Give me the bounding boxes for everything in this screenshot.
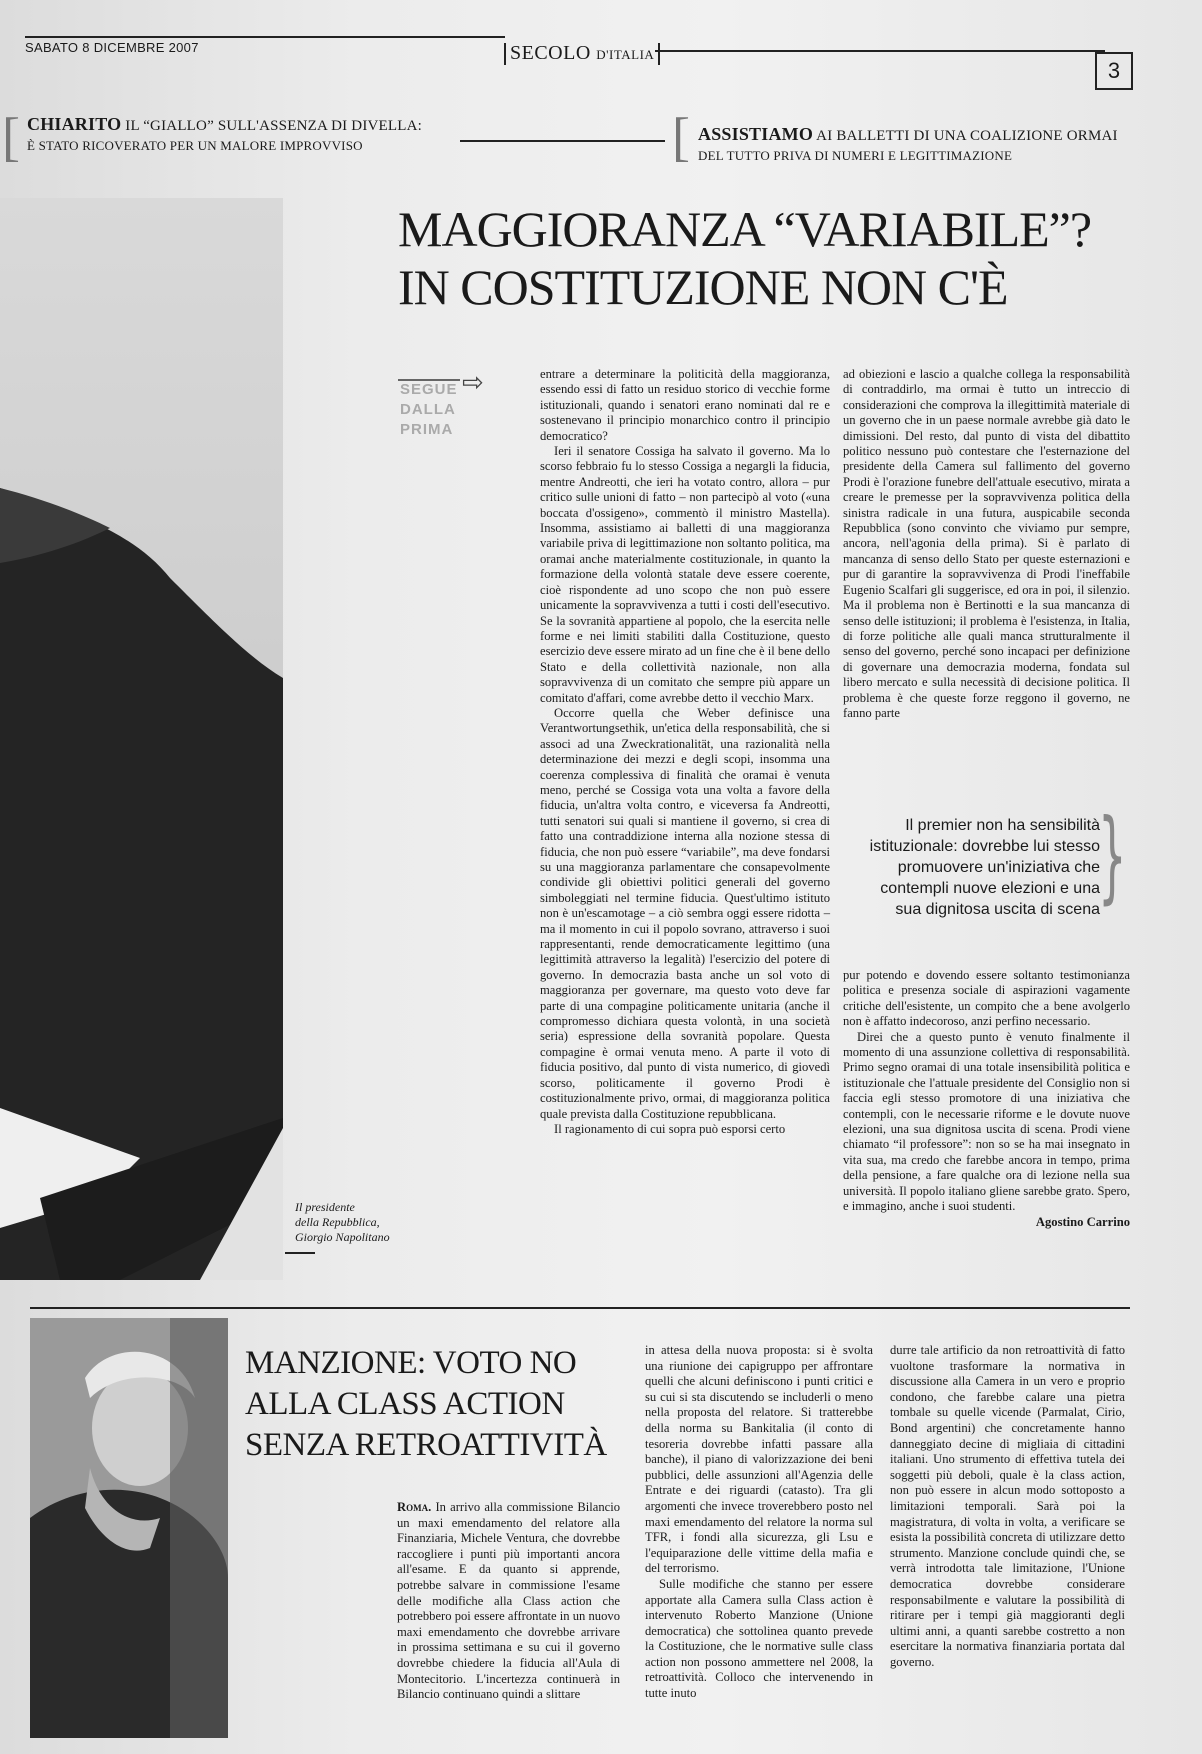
paragraph-text: In arrivo alla commissione Bilancio un maxi emendamento del relatore alla Finanziaria, Michele Ventura, che dovrebbe raccogliere i punti più importanti ancora all'esame. E da quanto si apprende, potrebbe salvare in commissione l'esame delle modifiche alla Class action che potrebbero poi essere affrontate in un nuovo maxi emendamento che dovrebbe arrivare in prossima settimana e su cui il governo dovrebbe chiedere la fiducia all'Aula di Montecitorio. L'incertezza continuerà in Bilancio continuano quindi a slittare — [397, 1500, 621, 1702]
kicker-left-text: IL “GIALLO” SULL'ASSENZA DI DIVELLA: — [125, 118, 423, 134]
section-rule — [30, 1307, 1130, 1309]
article2-column-1 — [397, 1500, 620, 1703]
kicker-left-lead: CHIARITO — [27, 114, 122, 134]
paragraph: Il ragionamento di cui sopra può esporsi certo — [554, 1121, 786, 1136]
segue-label — [400, 380, 458, 440]
paragraph: in attesa della nuova proposta: si è svolta una riunione dei capigruppo per affrontare quelli che alcuni definiscono i punti critici e su cui si sta discutendo se includerli o meno nella proposta del relatore. Si tratterebbe della norma su Bankitalia (il conto di tesoreria dovrebbe infatti passare alla banche), il piano di valorizzazione dei beni pubblici, delle assunzioni all'Agenzia delle Entrate e dei riguardi (catasto). Tra gli argomenti che invece troverebbero posto nel maxi emendamento del relatore la norma sul TFR, i fondi alla sicurezza, gli Lsu e l'equiparazione delle vittime della mafia e del terrorismo. — [645, 1343, 873, 1576]
headline-line: IN COSTITUZIONE NON C'È — [398, 259, 1008, 315]
manzione-photo — [30, 1318, 228, 1738]
arrow-right-icon: ⇨ — [462, 368, 484, 398]
kicker-right-text: AI BALLETTI DI UNA COALIZIONE ORMAI — [816, 128, 1118, 144]
kicker-bracket-right: [ — [672, 107, 690, 167]
article-column-2-continued — [843, 968, 1130, 1230]
article-column-2 — [843, 367, 1130, 721]
paragraph: ad obiezioni e lascio a qualche collega la responsabilità di contraddirlo, ma ormai è tutto un intreccio di considerazioni che comprova la illegittimità materiale di un governo che in un paese normale avrebbe già dato le dimissioni. Del resto, dal punto di vista del dibattito politico nessuno può contestare che l'esternazione del presidente della Camera sul fallimento del governo Prodi è l'orazione funebre dell'attuale esecutivo, mirata a creare le premesse per la sopravvivenza politica della sinistra radicale in una futura, auspicabile seconda Repubblica (sono convinto che viviamo pur sempre, ancora, nell'agonia della prima). Si è parlato di mancanza di senso dello Stato per queste esternazioni e pur di garantire la sopravvivenza di Prodi l'ineffabile Eugenio Scalfari gli suggerisce, ed ora in poi, il silenzio. Ma il problema non è Bertinotti e la sua mancanza di senso delle istituzioni; il problema è l'esistenza, in Italia, di forze politiche alle quali manca strutturalmente il senso del governo, perché sono incapaci per definizione di governare una democrazia moderna, fondata sul libero mercato e sulla necessità di decisione politica. Il problema è che queste forze reggono il governo, ne fanno parte — [843, 367, 1130, 720]
kicker-left — [27, 115, 427, 156]
kicker-right — [698, 125, 1138, 166]
kicker-right-lead: ASSISTIAMO — [698, 124, 814, 144]
masthead-title: SECOLO — [510, 42, 591, 64]
kicker-bracket-left: [ — [2, 107, 20, 167]
manzione-photo-graphic — [30, 1318, 228, 1738]
paragraph: Sulle modifiche che stanno per essere apportate alla Camera sulla Class action è intervenuto Roberto Manzione (Unione democratica) che sottolinea quanto prevede la Costituzione, che le normative sulle class action non possono ammettere nel 2008, la retroattività. Colloco che intervenendo in tutte inuto — [645, 1576, 873, 1701]
segue-word: PRIMA — [400, 421, 454, 438]
president-photo — [0, 198, 283, 1280]
caption-rule — [285, 1252, 315, 1254]
masthead-subtitle: D'ITALIA — [596, 47, 655, 62]
author-signature: Agostino Carrino — [1035, 1214, 1130, 1229]
photo-caption — [295, 1200, 415, 1245]
kicker-right-line2: DEL TUTTO PRIVA DI NUMERI E LEGITTIMAZIONE — [698, 148, 1013, 163]
page-number: 3 — [1095, 52, 1133, 90]
president-photo-graphic — [0, 198, 283, 1280]
second-headline: MANZIONE: VOTO NO ALLA CLASS ACTION SENZA RETROATTIVITÀ — [245, 1345, 607, 1463]
dateline: Roma. — [397, 1500, 432, 1514]
masthead-divider — [504, 43, 506, 65]
paragraph: Occorre quella che Weber definisce una Verantwortungsethik, un'etica della responsabilità, che si associ ad una Zweckrationalität, una razionalità nella determinazione dei mezzi e degli scopi, insomma una coerenza complessiva di finalità che oramai è venuta meno, perché se Cossiga vota una volta a favore della fiducia, un'altra volta contro, e viceversa fa Andreotti, tutti senatori sui quali si mantiene il governo, si crea di fatto una contraddizione interna alla nozione stessa di fiducia, che non può essere “variabile”, ma deve fondarsi su una maggioranza parlamentare che consapevolmente condivide gli obiettivi politici generali del governo simboleggiati nel termine fiducia. Quest'ultimo istituto non è un'escamotage – a ciò sembra oggi essere ridotta – ma il momento in cui il popolo sovrano, attraverso i suoi rappresentanti, rende democraticamente legittimo (una legittimità attraverso la legalità) l'esercizio del potere di governo. In democrazia basta anche un sol voto di maggioranza per governare, ma questo voto deve far parte di una compagine politicamente unitaria (anche il compromesso dichiara questa volontà, in una società seria) espressione della sovranità popolare. Questa compagine è ormai venuta meno. A parte il voto di fiducia positivo, dal punto di vista numerico, di giovedì scorso, politicamente il governo Prodi è costituzionalmente privo, ormai, di maggioranza politica quale prevista dalla Costituzione repubblicana. — [540, 705, 830, 1121]
masthead — [500, 42, 664, 65]
paragraph: entrare a determinare la politicità della maggioranza, essendo essi di fatto un residuo storico di vecchie forme istituzionali, quando i senatori erano nominati dal re e sostenevano il principio monarchico contro il principio democratico? — [540, 367, 830, 443]
segue-word: DALLA — [400, 401, 456, 418]
issue-date: SABATO 8 DICEMBRE 2007 — [25, 40, 199, 55]
photo-caption-line: della Repubblica, — [295, 1215, 380, 1229]
header-rule — [25, 36, 505, 38]
header-rule-right — [655, 50, 1105, 52]
paragraph: Ieri il senatore Cossiga ha salvato il governo. Ma lo scorso febbraio fu lo stesso Cossiga a negargli la fiducia, mentre Andreotti, che ieri ha votato contro, allora – pur critico sulle unioni di fatto – non partecipò al voto («una boccata d'ossigeno», commentò il ministro Mastella). Insomma, assistiamo ai balletti di una maggioranza variabile priva di legittimazione non soltanto politica, ma oramai anche materialmente costituzionale, in quanto la formazione della volontà statale deve essere coerente, cioè rispondente ad uno scopo che non può essere unicamente la sopravvivenza a tutti i costi dell'esecutivo. Se la sovranità appartiene al popolo, che la esercita nelle forme e nei limiti stabiliti dalla Costituzione, questo esercizio deve essere mirato ad un fine che è il bene dello Stato e della collettività nazionale, non alla sopravvivenza di un comitato che sempre più appare un comitato d'affari, come avrebbe detto il vecchio Marx. — [540, 444, 830, 705]
pull-quote: Il premier non ha sensibilità istituzionale: dovrebbe lui stesso promuovere un'iniziativa che contempli nuove elezioni e una sua dignitosa uscita di scena — [869, 817, 1100, 918]
paragraph: pur potendo e dovendo essere soltanto testimonianza politica e presenza sociale di aspirazioni vagamente critiche dell'esistente, un compito che a bene avolgerlo non è affatto indecoroso, anzi perfino necessario. — [843, 968, 1130, 1029]
paragraph — [397, 1500, 620, 1703]
headline-line: MAGGIORANZA “VARIABILE”? — [398, 201, 1092, 257]
paragraph: Direi che a questo punto è venuto finalmente il momento di una assunzione collettiva di responsabilità. Primo segno oramai di una totale insensibilità politica e istituzionale che l'attuale presidente del Consiglio non si faccia egli stesso promotore di una iniziativa che contempli, con le necessarie riforme e le dovute nuove elezioni, una sua dignitosa uscita di scena. Prodi viene chiamato “il professore”: non so se ha mai insegnato in vita sua, ma credo che farebbe ancora in tempo, prima della pensione, a fare qualche ora di lezione nella sua università. Il popolo italiano gliene sarebbe grato. Spero, e immagino, anche i suoi studenti. — [843, 1029, 1130, 1214]
article2-column-3 — [890, 1343, 1125, 1670]
kicker-left-line2: È STATO RICOVERATO PER UN MALORE IMPROVVISO — [27, 138, 363, 153]
article-column-1 — [540, 367, 830, 1137]
masthead-divider — [658, 43, 660, 65]
main-headline — [398, 200, 1188, 316]
photo-caption-line: Il presidente — [295, 1200, 355, 1214]
article2-column-2 — [645, 1343, 873, 1702]
photo-caption-line: Giorgio Napolitano — [295, 1230, 390, 1244]
pull-quote-brace: } — [1098, 797, 1127, 914]
segue-word: SEGUE — [400, 381, 458, 398]
paragraph: durre tale artificio da non retroattività di fatto vuoltone trasformare la normativa in discussione alla Camera in un vero e proprio condono, che farebbe calare una pietra tombale su quelle vicende (Parmalat, Cirio, Bond argentini) che concretamente hanno danneggiato decine di migliaia di cittadini italiani. Uno strumento di effettiva tutela dei soggetti più deboli, quale è la class action, non può essere in alcun modo sottoposto a limitazioni temporali. Sarà poi la magistratura, di volta in volta, a verificare se esista la possibilità concreta di utilizzare detto strumento. Manzione conclude quindi che, se verrà introdotta tale limitazione, l'Unione democratica dovrebbe considerare responsabilmente e valutare la possibilità di ritirare per i tempi già maggioranti degli ultimi anni, a quanti sarebbe costretto a non esercitare la normativa finanziaria portata dal governo. — [890, 1343, 1125, 1669]
kicker-rule — [460, 140, 665, 142]
